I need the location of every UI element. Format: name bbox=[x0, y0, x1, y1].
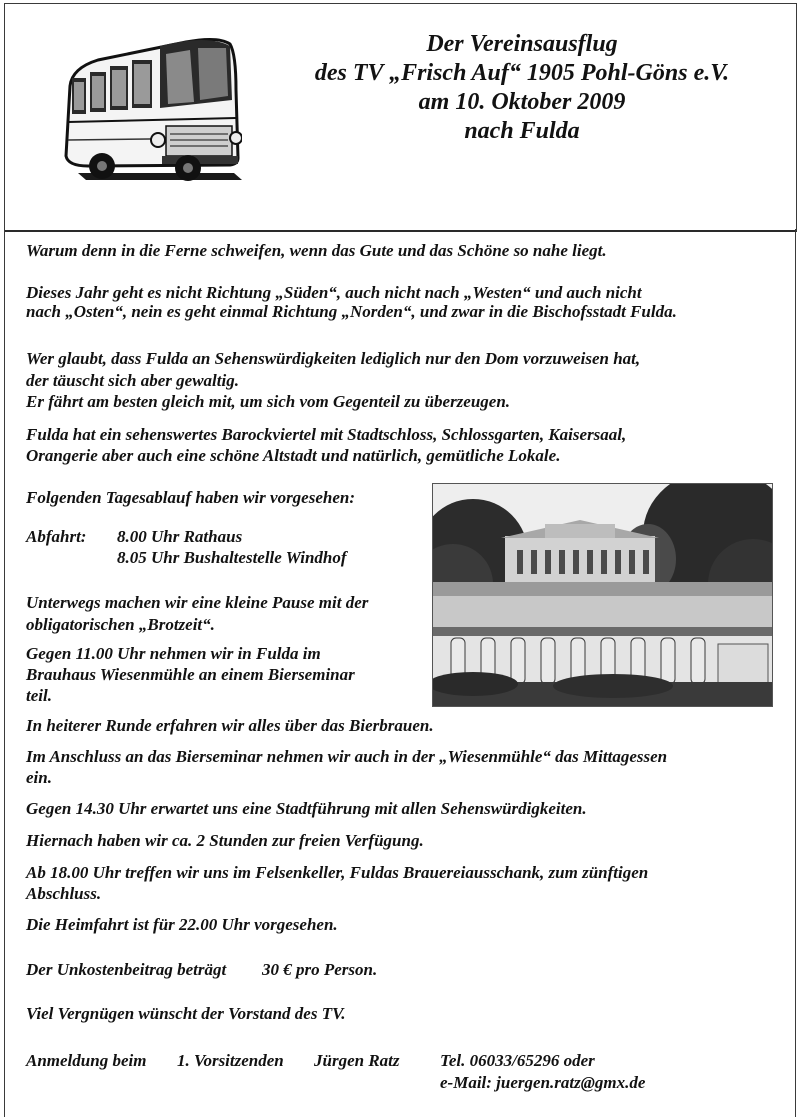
sights-line: Wer glaubt, dass Fulda an Sehenswürdigkeiten lediglich nur den Dom vorzuweisen hat, bbox=[26, 349, 641, 368]
palace-photo bbox=[432, 483, 773, 707]
palace-photo-graphic bbox=[433, 484, 772, 706]
title-line: nach Fulda bbox=[464, 118, 580, 144]
intro-line: Warum denn in die Ferne schweifen, wenn das Gute und das Schöne so nahe liegt. bbox=[26, 241, 607, 260]
cost-label: Der Unkostenbeitrag beträgt bbox=[26, 960, 227, 979]
baroque-line: Orangerie aber auch eine schöne Altstadt und natürlich, gemütliche Lokale. bbox=[26, 446, 561, 465]
direction-line: nach „Osten“, nein es geht einmal Richtung „Norden“, und zwar in die Bischofsstadt Fulda. bbox=[26, 302, 677, 321]
closing-line: Viel Vergnügen wünscht der Vorstand des TV. bbox=[26, 1004, 346, 1023]
seminar-line: teil. bbox=[26, 686, 52, 705]
event-title bbox=[262, 30, 782, 146]
tour-line: Gegen 14.30 Uhr erwartet uns eine Stadtführung mit allen Sehenswürdigkeiten. bbox=[26, 799, 587, 818]
page-border-right bbox=[795, 229, 796, 1117]
sights-line: Er fährt am besten gleich mit, um sich vom Gegenteil zu überzeugen. bbox=[26, 392, 511, 411]
seminar-line: Gegen 11.00 Uhr nehmen wir in Fulda im bbox=[26, 644, 321, 663]
cellar-line: Ab 18.00 Uhr treffen wir uns im Felsenkeller, Fuldas Brauereiausschank, zum zünftigen bbox=[26, 863, 649, 882]
cost-amount: 30 € pro Person. bbox=[262, 960, 378, 979]
title-line: des TV „Frisch Auf“ 1905 Pohl-Göns e.V. bbox=[314, 60, 730, 86]
return-line: Die Heimfahrt ist für 22.00 Uhr vorgesehen. bbox=[26, 915, 338, 934]
page-border-left bbox=[4, 229, 5, 1117]
schedule-heading: Folgenden Tagesablauf haben wir vorgesehen: bbox=[26, 488, 356, 507]
cellar-line: Abschluss. bbox=[26, 884, 102, 903]
baroque-line: Fulda hat ein sehenswertes Barockviertel mit Stadtschloss, Schlossgarten, Kaisersaal, bbox=[26, 425, 627, 444]
departure-time-2: 8.05 Uhr Bushaltestelle Windhof bbox=[117, 548, 347, 567]
title-line: Der Vereinsausflug bbox=[426, 31, 618, 57]
contact-email: e-Mail: juergen.ratz@gmx.de bbox=[440, 1073, 646, 1092]
lunch-line: Im Anschluss an das Bierseminar nehmen wir auch in der „Wiesenmühle“ das Mittagessen bbox=[26, 747, 668, 766]
free-time-line: Hiernach haben wir ca. 2 Stunden zur freien Verfügung. bbox=[26, 831, 424, 850]
pause-line: obligatorischen „Brotzeit“. bbox=[26, 615, 215, 634]
title-line: am 10. Oktober 2009 bbox=[418, 89, 626, 115]
registration-name: Jürgen Ratz bbox=[314, 1051, 400, 1070]
pause-line: Unterwegs machen wir eine kleine Pause mit der bbox=[26, 593, 369, 612]
direction-line: Dieses Jahr geht es nicht Richtung „Süden“, auch nicht nach „Westen“ und auch nicht bbox=[26, 283, 642, 302]
registration-label: Anmeldung beim bbox=[26, 1051, 147, 1070]
bus-illustration bbox=[58, 30, 242, 184]
seminar-line: Brauhaus Wiesenmühle an einem Bierseminar bbox=[26, 665, 355, 684]
registration-role: 1. Vorsitzenden bbox=[177, 1051, 284, 1070]
sights-line: der täuscht sich aber gewaltig. bbox=[26, 371, 239, 390]
brewing-line: In heiterer Runde erfahren wir alles über das Bierbrauen. bbox=[26, 716, 434, 735]
contact-phone: Tel. 06033/65296 oder bbox=[440, 1051, 595, 1070]
departure-label: Abfahrt: bbox=[26, 527, 87, 546]
departure-time-1: 8.00 Uhr Rathaus bbox=[117, 527, 243, 546]
lunch-line: ein. bbox=[26, 768, 52, 787]
